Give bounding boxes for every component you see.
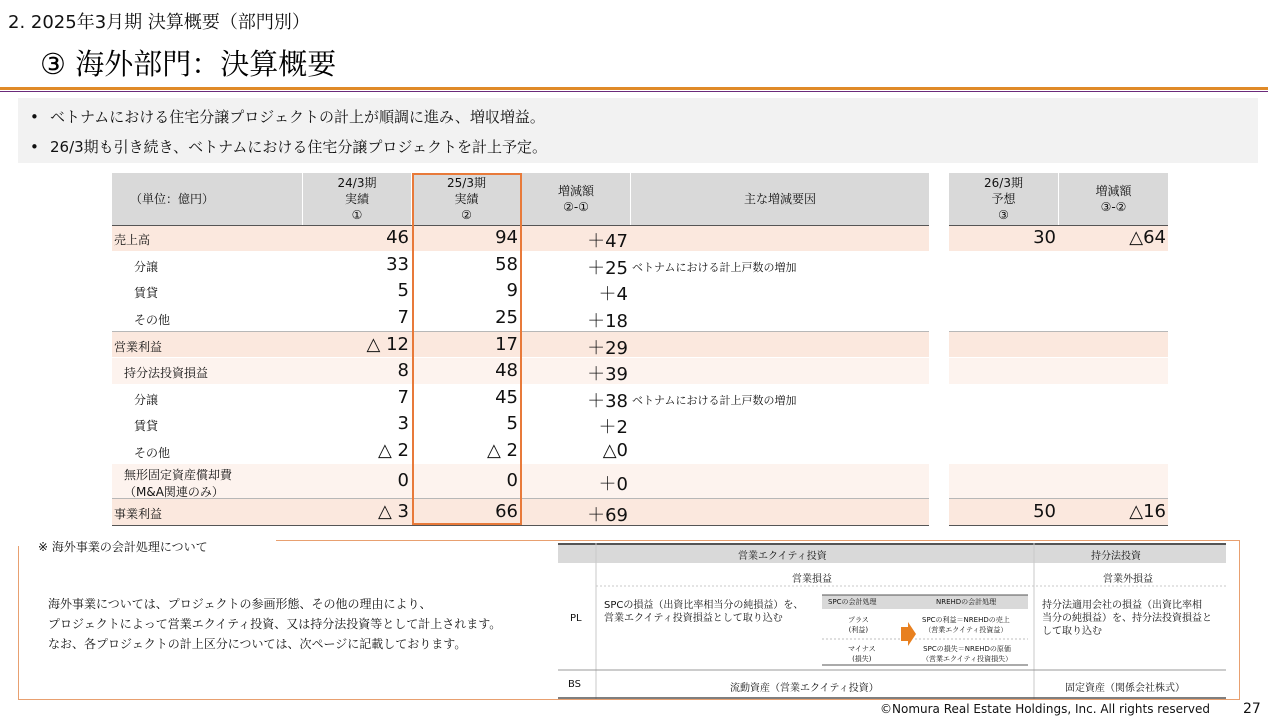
diagram-inner-plus — [848, 615, 869, 635]
cell-diff: ＋29 — [587, 338, 628, 359]
fy25-header-line: 実績 — [454, 192, 479, 206]
cell-fy24: 7 — [397, 307, 409, 328]
cell-fy24: △ 3 — [377, 501, 409, 522]
cell-fy25: 45 — [495, 387, 518, 408]
row-divider — [949, 225, 1168, 226]
diagram-bs-equity-method: 固定資産（関係会社株式） — [1065, 683, 1185, 694]
accounting-note-line: 海外事業については、プロジェクトの参画形態、その他の理由により、 — [48, 597, 432, 611]
diagram-inner-minus-result-line: （営業エクイティ投資損失） — [922, 655, 1013, 663]
diagram-inner-plus-result-line: SPCの利益＝NREHDの売上 — [922, 616, 1010, 624]
row-label-equity-other: その他 — [134, 446, 171, 460]
cell-fy26: 50 — [1033, 501, 1056, 522]
diagram-inner-plus-result — [922, 615, 1010, 635]
cell-diff: ＋0 — [598, 474, 628, 495]
diagram-bs-label: BS — [568, 679, 582, 690]
diff26-header-line: ③-② — [1100, 200, 1127, 214]
diagram-inner-minus-result — [922, 644, 1012, 664]
row-divider — [949, 525, 1168, 526]
copyright: ©Nomura Real Estate Holdings, Inc. All rights reserved — [880, 702, 1210, 716]
cell-diff: ＋47 — [587, 231, 628, 252]
row-bg-sales — [112, 226, 929, 251]
row-bg-op-income-forecast — [949, 332, 1168, 357]
fy26-header-line: ③ — [998, 208, 1009, 222]
cell-fy26: 30 — [1033, 227, 1056, 248]
diagram-inner-head-nrehd: NREHDの会計処理 — [936, 598, 997, 606]
cell-fy24: 46 — [386, 227, 409, 248]
diagram-sub-nonoperating: 営業外損益 — [1103, 574, 1153, 585]
diagram-sub-operating: 営業損益 — [792, 574, 832, 585]
row-label-amortization-sub: （M&A関連のみ） — [124, 485, 224, 499]
diagram-pl-label: PL — [570, 613, 582, 624]
diff-header — [522, 173, 630, 225]
row-divider — [949, 331, 1168, 332]
row-bg-amortization — [112, 464, 929, 498]
row-label-business-profit: 事業利益 — [114, 507, 163, 521]
fy26-header — [949, 173, 1058, 225]
fy26-header-line: 予想 — [991, 192, 1016, 206]
page-number: 27 — [1243, 701, 1261, 717]
cell-diff: ＋25 — [587, 258, 628, 279]
accounting-diagram — [558, 543, 1226, 699]
row-label-op-income: 営業利益 — [114, 340, 163, 354]
bullet-mark: • — [30, 108, 39, 126]
row-divider — [112, 525, 929, 526]
cell-fy25: 9 — [506, 280, 518, 301]
diff26-header — [1059, 173, 1168, 225]
cell-fy25: 5 — [506, 413, 518, 434]
arrow-right-icon — [901, 622, 916, 646]
fy24-header-line: ① — [351, 208, 363, 222]
diagram-col-equity: 営業エクイティ投資 — [738, 551, 827, 562]
bullet-mark: • — [30, 138, 39, 156]
cell-fy25: 17 — [495, 334, 518, 355]
row-label-sales-condo: 分譲 — [134, 260, 159, 274]
row-label-equity-method: 持分法投資損益 — [124, 366, 209, 380]
cell-fy24: 7 — [397, 387, 409, 408]
diagram-pl-equity-method-line: して取り込む — [1042, 626, 1102, 637]
cell-fy25: △ 2 — [486, 440, 518, 461]
row-label-sales-rental: 賃貸 — [134, 286, 159, 300]
fy24-header — [303, 173, 411, 225]
row-divider — [112, 331, 929, 332]
cell-diff: △0 — [602, 440, 628, 461]
diff-header-line: 増減額 — [557, 184, 594, 198]
reasons-header — [631, 173, 929, 225]
cell-diff: ＋18 — [587, 311, 628, 332]
cell-fy24: △ 12 — [366, 334, 409, 355]
summary-bullet-text: 26/3期も引き続き、ベトナムにおける住宅分譲プロジェクトを計上予定。 — [50, 138, 548, 156]
cell-diff: ＋4 — [598, 284, 628, 305]
summary-bullet-text: ベトナムにおける住宅分譲プロジェクトの計上が順調に進み、増収増益。 — [50, 108, 545, 126]
cell-diff: ＋39 — [587, 364, 628, 385]
diagram-col-equity-method: 持分法投資 — [1091, 551, 1141, 562]
diff-header-line: ②-① — [563, 200, 589, 214]
diagram-inner-plus-line: (利益) — [848, 626, 869, 634]
cell-fy25: 0 — [506, 470, 518, 491]
fy25-header — [412, 173, 521, 225]
title-underline-orange — [0, 87, 1268, 90]
row-bg-business-profit — [112, 499, 929, 525]
row-divider — [112, 225, 929, 226]
cell-diff: ＋38 — [587, 391, 628, 412]
unit-header — [112, 173, 302, 225]
accounting-note-line: なお、各プロジェクトの計上区分については、次ページに記載しております。 — [48, 637, 467, 651]
diagram-inner-minus — [848, 644, 876, 664]
section-title: 2. 2025年3月期 決算概要（部門別） — [8, 12, 310, 33]
summary-box — [18, 98, 1258, 163]
page-title: ③ 海外部門：決算概要 — [40, 47, 337, 81]
row-bg-amortization-forecast — [949, 464, 1168, 498]
row-bg-equity-method — [112, 358, 929, 384]
summary-bullet — [30, 136, 547, 157]
row-label-amortization: 無形固定資産償却費 — [124, 468, 233, 482]
cell-fy25: 94 — [495, 227, 518, 248]
row-label-sales: 売上高 — [114, 233, 151, 247]
cell-fy25: 25 — [495, 307, 518, 328]
cell-diff26: △64 — [1129, 227, 1166, 248]
diagram-inner-minus-line: (損失) — [852, 655, 872, 663]
reasons-header-label: 主な増減要因 — [743, 192, 816, 206]
row-divider — [112, 498, 929, 499]
accounting-note-body — [48, 594, 501, 654]
fy24-header-line: 24/3期 — [337, 176, 377, 190]
title-underline-purple — [0, 91, 1268, 92]
unit-label: （単位：億円） — [130, 192, 215, 206]
cell-fy25: 58 — [495, 254, 518, 275]
cell-fy24: 8 — [397, 360, 409, 381]
diff26-header-line: 増減額 — [1095, 184, 1132, 198]
row-bg-op-income — [112, 332, 929, 357]
fy25-header-line: ② — [461, 208, 472, 222]
diagram-inner-minus-result-line: SPCの損失＝NREHDの原価 — [923, 645, 1011, 653]
cell-fy24: △ 2 — [377, 440, 409, 461]
diagram-inner-minus-line: マイナス — [848, 645, 876, 653]
cell-fy25: 48 — [495, 360, 518, 381]
diagram-pl-equity-line: 営業エクイティ投資損益として取り込む — [604, 613, 783, 624]
fy26-header-line: 26/3期 — [984, 176, 1023, 190]
summary-bullet — [30, 106, 545, 127]
cell-fy24: 33 — [386, 254, 409, 275]
diagram-pl-equity-method-line: 当分の純損益）を、持分法投資損益と — [1042, 613, 1212, 624]
diagram-inner-plus-result-line: （営業エクイティ投資益） — [924, 626, 1008, 634]
row-bg-equity-method-forecast — [949, 358, 1168, 384]
cell-fy24: 0 — [397, 470, 409, 491]
cell-fy24: 3 — [397, 413, 409, 434]
cell-fy24: 5 — [397, 280, 409, 301]
cell-reason: ベトナムにおける計上戸数の増加 — [632, 394, 797, 407]
cell-diff: ＋2 — [598, 417, 628, 438]
diagram-pl-equity-method-line: 持分法適用会社の損益（出資比率相 — [1042, 600, 1202, 611]
row-label-equity-rental: 賃貸 — [134, 419, 159, 433]
row-label-sales-other: その他 — [134, 313, 171, 327]
cell-reason: ベトナムにおける計上戸数の増加 — [632, 261, 797, 274]
cell-diff26: △16 — [1129, 501, 1166, 522]
row-label-equity-condo: 分譲 — [134, 393, 159, 407]
diagram-inner-head-spc: SPCの会計処理 — [828, 598, 877, 606]
accounting-note-title: ※ 海外事業の会計処理について — [30, 538, 216, 555]
row-divider — [949, 498, 1168, 499]
fy25-header-line: 25/3期 — [447, 176, 486, 190]
cell-fy25: 66 — [495, 501, 518, 522]
cell-diff: ＋69 — [587, 505, 628, 526]
diagram-pl-equity-line: SPCの損益（出資比率相当分の純損益）を、 — [604, 600, 804, 611]
diagram-inner-plus-line: プラス — [848, 616, 869, 624]
diagram-bs-equity: 流動資産（営業エクイティ投資） — [730, 683, 879, 694]
fy24-header-line: 実績 — [344, 192, 369, 206]
accounting-note-line: プロジェクトによって営業エクイティ投資、又は持分法投資等として計上されます。 — [48, 617, 502, 631]
